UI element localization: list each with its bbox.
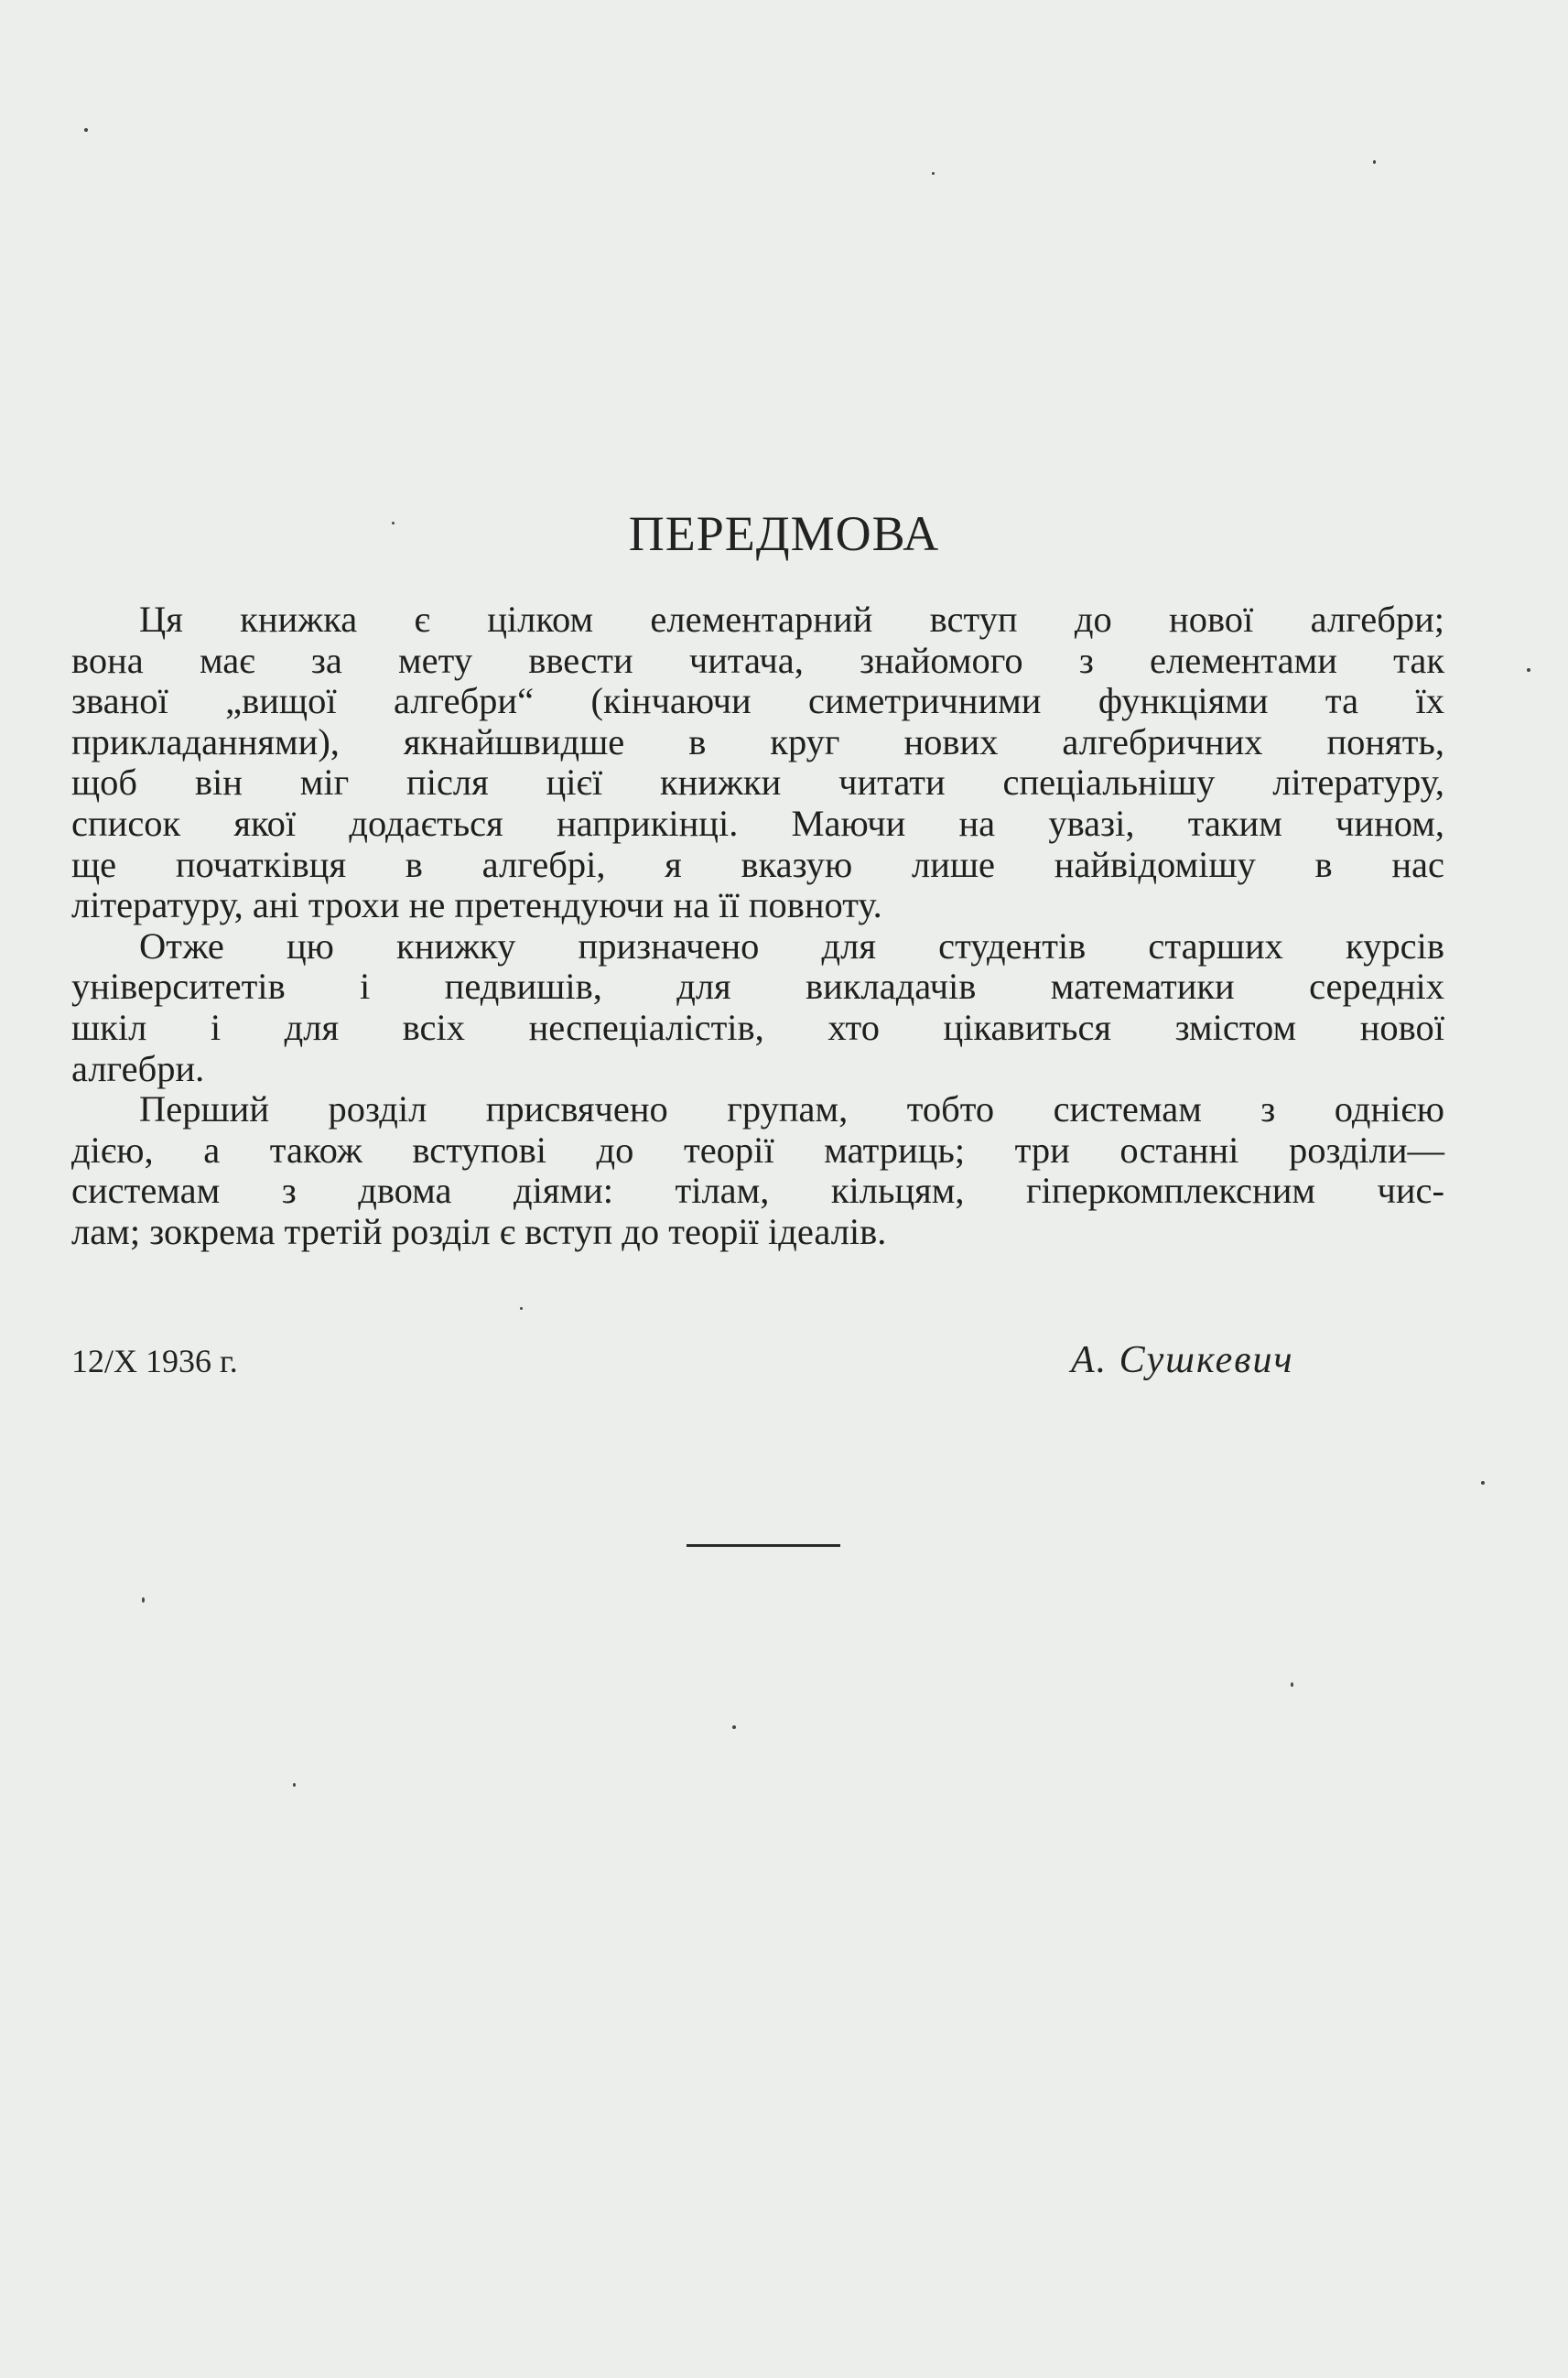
paragraph-3 [71,1089,1444,1252]
paragraph-2 [71,926,1444,1089]
text-line: Ця книжка є цілком елементарний вступ до нової алгебри; [139,599,1444,640]
scan-speck [932,172,935,175]
scan-speck [1481,1481,1485,1485]
text-line: лам; зокрема третій розділ є вступ до теорії ідеалів. [71,1210,887,1252]
scan-speck [392,522,395,524]
text-line: Перший розділ присвячено групам, тобто системам з однією [139,1088,1444,1130]
page-title: ПЕРЕДМОВА [628,506,940,561]
author-signature: А. Сушкевич [1071,1339,1294,1381]
text-line: шкіл і для всіх неспеціалістів, хто цікавиться змістом нової [71,1006,1444,1048]
scan-speck [1291,1682,1293,1687]
scan-speck [84,128,88,132]
text-line: список якої додається наприкінці. Маючи на увазі, таким чином, [71,802,1444,844]
text-line: дією, а також вступові до теорії матриць; три останні розділи— [71,1129,1444,1171]
text-line: літературу, ані трохи не претендуючи на її повноту. [71,884,882,926]
text-line: ще початківця в алгебрі, я вказую лише найвідомішу в нас [71,843,1444,885]
scan-speck [732,1725,736,1729]
text-line: вона має за мету ввести читача, знайомого з елементами так [71,639,1444,681]
text-line: алгебри. [71,1047,205,1089]
scan-speck [520,1307,523,1310]
text-line: щоб він міг після цієї книжки читати спеціальнішу літературу, [71,762,1444,804]
text-line: прикладаннями), якнайшвидше в круг нових алгебричних понять, [71,720,1444,762]
text-line: Отже цю книжку призначено для студентів старших курсів [139,924,1444,967]
preface-body [71,600,1444,1253]
text-line: університетів і педвишів, для викладачів математики середніх [71,966,1444,1008]
text-line: системам з двома діями: тілам, кільцям, гіперкомплексним чис- [71,1170,1444,1212]
date-line: 12/X 1936 г. [71,1343,238,1379]
closing-rule [687,1544,840,1547]
scan-speck [293,1783,296,1787]
scan-speck [1373,160,1376,164]
scan-speck [142,1597,145,1603]
paragraph-1 [71,600,1444,926]
text-line: званої „вищої алгебри“ (кінчаючи симетричними функціями та їх [71,680,1444,722]
scan-speck [1527,668,1530,672]
